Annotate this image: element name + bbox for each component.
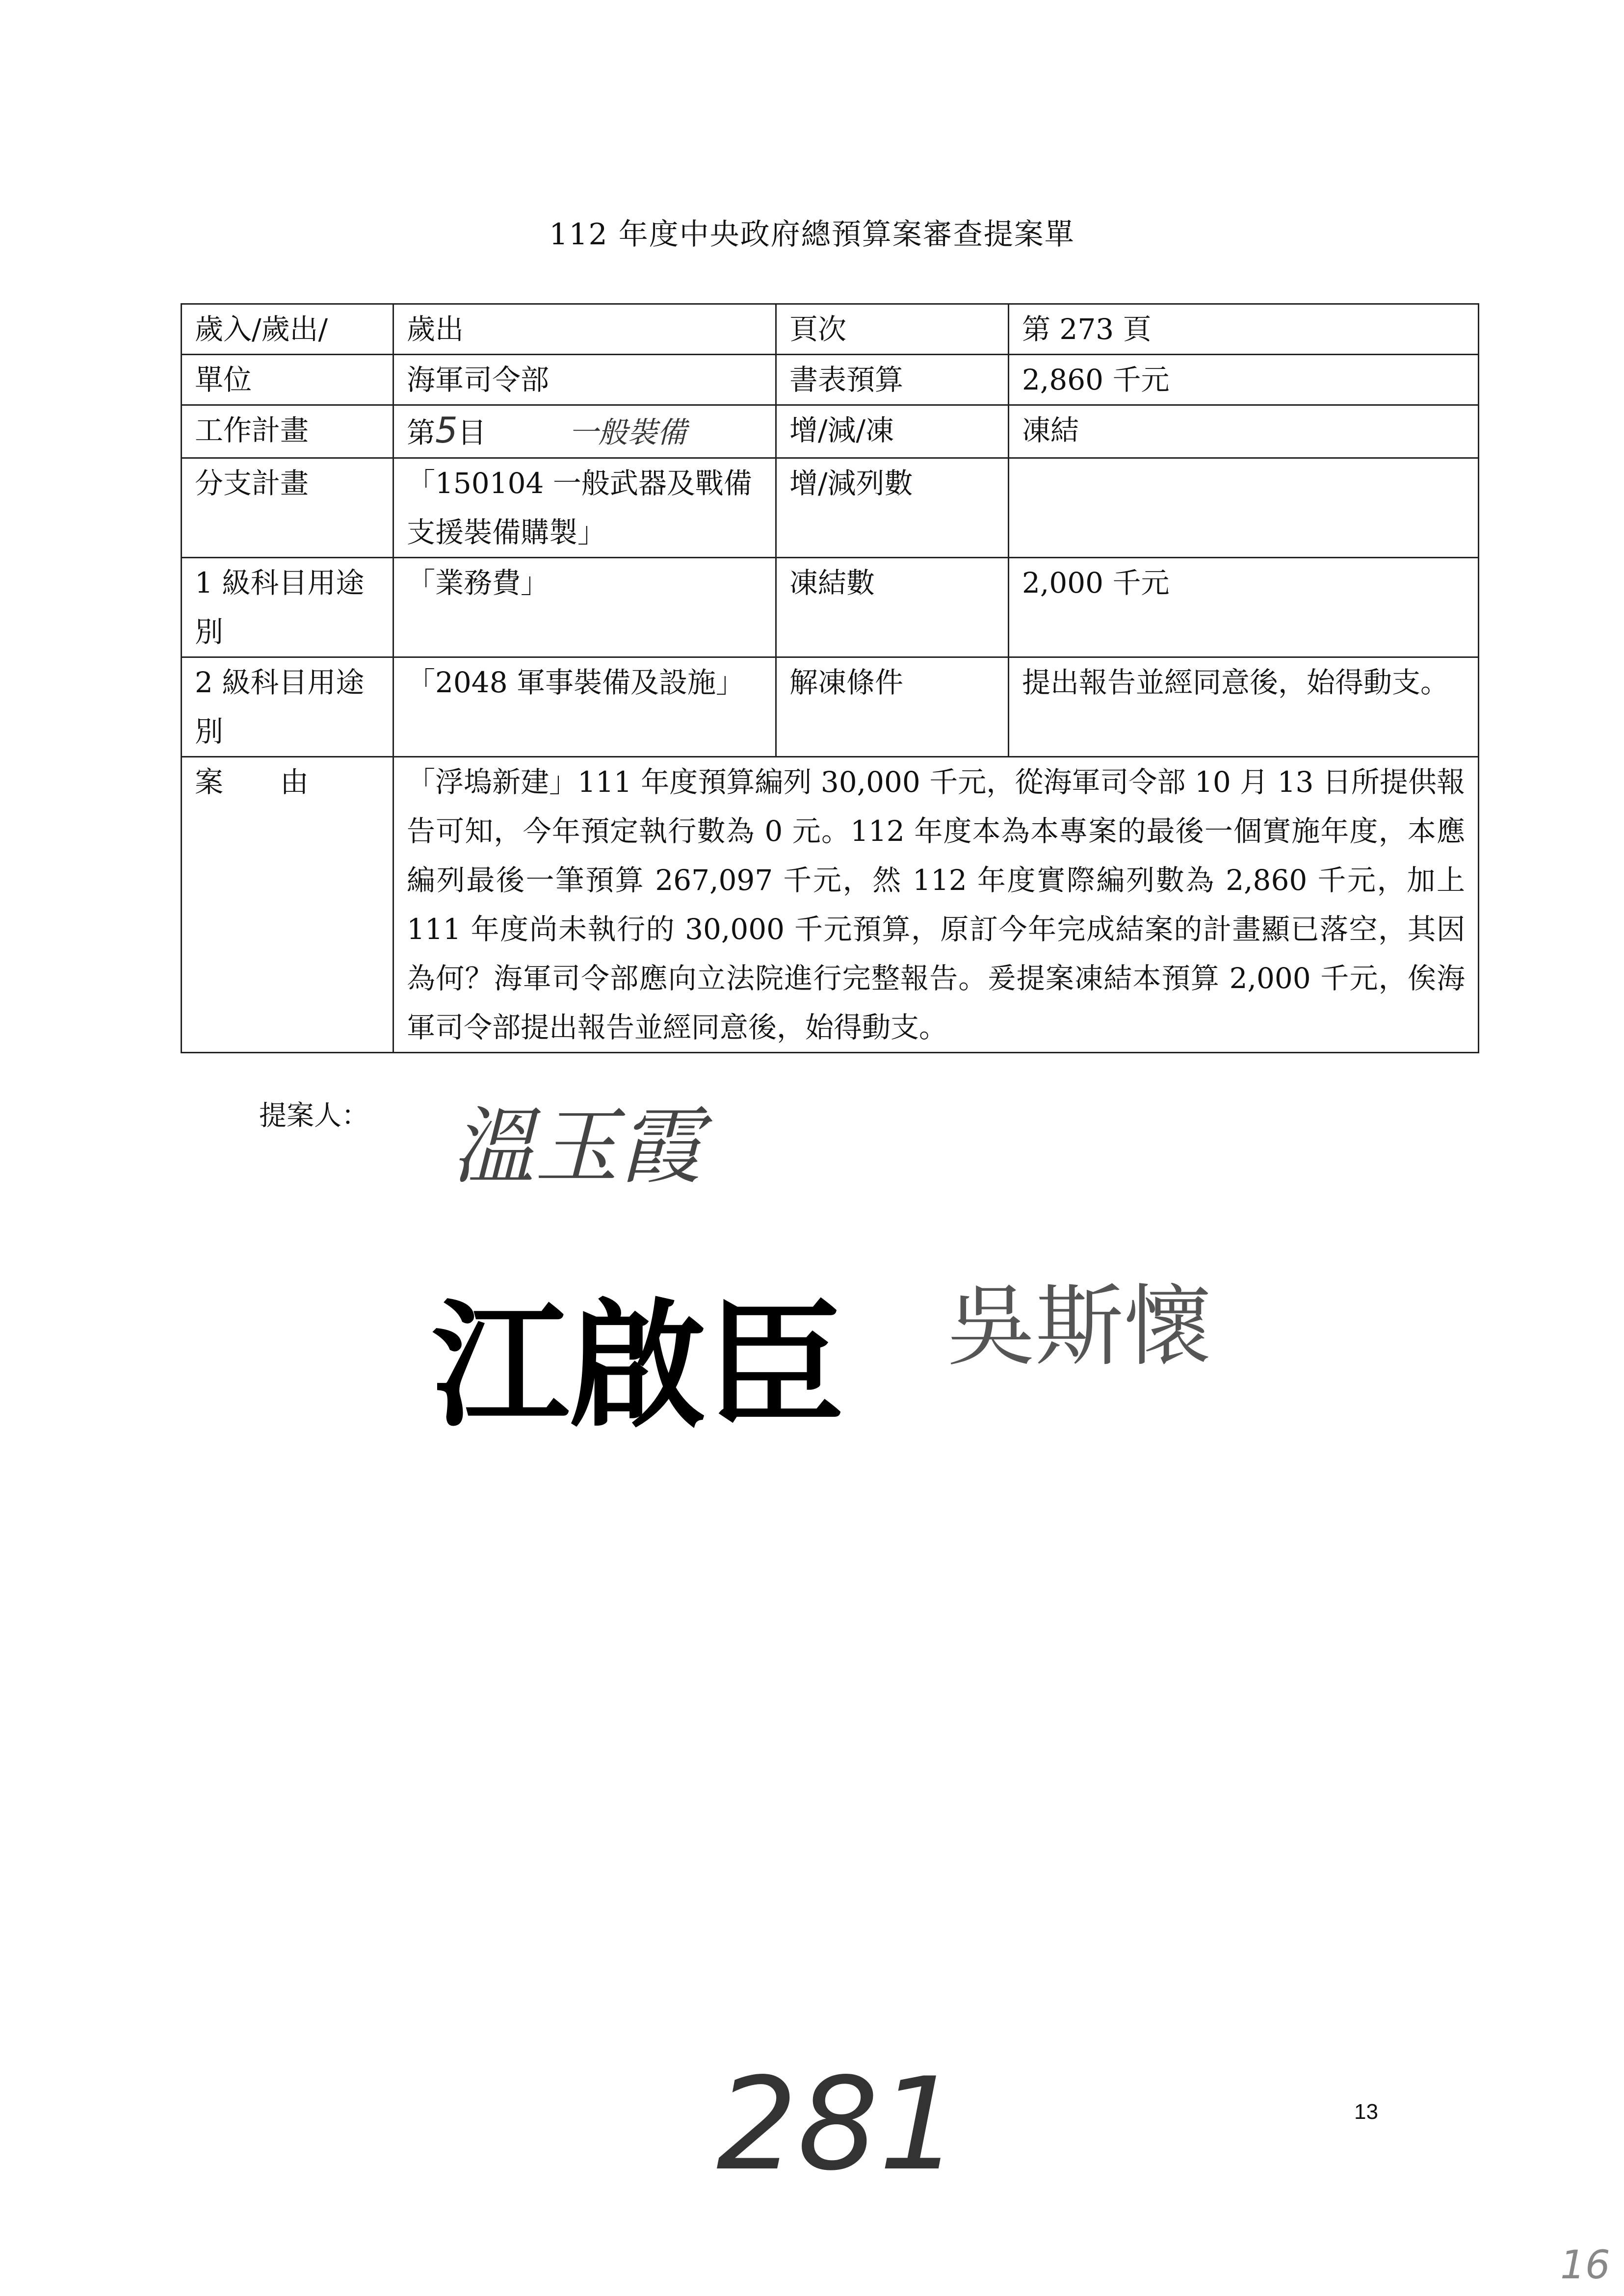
table-row (182, 558, 1479, 657)
signature: 吳斯懷 (947, 1276, 1212, 1378)
page-number: 13 (1354, 2100, 1378, 2124)
row-label: 頁次 (776, 304, 1009, 355)
table-row (182, 657, 1479, 757)
row-value: 提出報告並經同意後，始得動支。 (1009, 657, 1479, 757)
reason-text: 「浮塢新建」111 年度預算編列 30,000 千元，從海軍司令部 10 月 13 日所提供報告可知，今年預定執行數為 0 元。112 年度本為本專案的最後一個實施年度，本應編列最後一筆預算 267,097 千元，然 112 年度實際編列數為 2,860 千元，加上 111 年度尚未執行的 30,000 千元預算，原訂今年完成結案的計畫顯已落空，其因為何？海軍司令部應向立法院進行完整報告。爰提案凍結本預算 2,000 千元，俟海軍司令部提出報告並經同意後，始得動支。 (393, 757, 1479, 1053)
table-row (182, 405, 1479, 458)
row-value: 「150104 一般武器及戰備支援裝備購製」 (393, 458, 776, 558)
row-label: 凍結數 (776, 558, 1009, 657)
row-value: 凍結 (1009, 405, 1479, 458)
work-plan-suffix: 目 (457, 416, 486, 449)
row-label: 工作計畫 (182, 405, 393, 458)
table-row (182, 355, 1479, 405)
row-label: 書表預算 (776, 355, 1009, 405)
handwritten-item-number: 5 (435, 410, 458, 451)
row-value (1009, 458, 1479, 558)
work-plan-prefix: 第 (407, 416, 436, 449)
row-value (393, 405, 776, 458)
page-title: 112 年度中央政府總預算案審查提案單 (549, 217, 1075, 252)
proposer-label: 提案人： (259, 1100, 369, 1132)
row-value: 2,000 千元 (1009, 558, 1479, 657)
table-row (182, 757, 1479, 1053)
row-label: 增/減/凍 (776, 405, 1009, 458)
handwritten-note: 一般裝備 (569, 416, 687, 450)
table-row (182, 458, 1479, 558)
row-label: 歲入/歲出/ (182, 304, 393, 355)
table-row (182, 304, 1479, 355)
signature: 江啟臣 (432, 1286, 844, 1446)
row-value: 第 273 頁 (1009, 304, 1479, 355)
row-value: 歲出 (393, 304, 776, 355)
row-value: 海軍司令部 (393, 355, 776, 405)
row-value: 「2048 軍事裝備及設施」 (393, 657, 776, 757)
row-value: 2,860 千元 (1009, 355, 1479, 405)
row-label: 1 級科目用途別 (182, 558, 393, 657)
row-label: 分支計畫 (182, 458, 393, 558)
proposal-table (181, 303, 1479, 1053)
row-label: 2 級科目用途別 (182, 657, 393, 757)
signature: 溫玉霞 (451, 1098, 702, 1196)
row-label: 單位 (182, 355, 393, 405)
handwritten-page-number: 281 (716, 2051, 960, 2199)
row-label: 增/減列數 (776, 458, 1009, 558)
row-label: 解凍條件 (776, 657, 1009, 757)
reason-label: 案 由 (182, 757, 393, 1053)
row-value: 「業務費」 (393, 558, 776, 657)
corner-mark: 16 (1560, 2242, 1610, 2288)
